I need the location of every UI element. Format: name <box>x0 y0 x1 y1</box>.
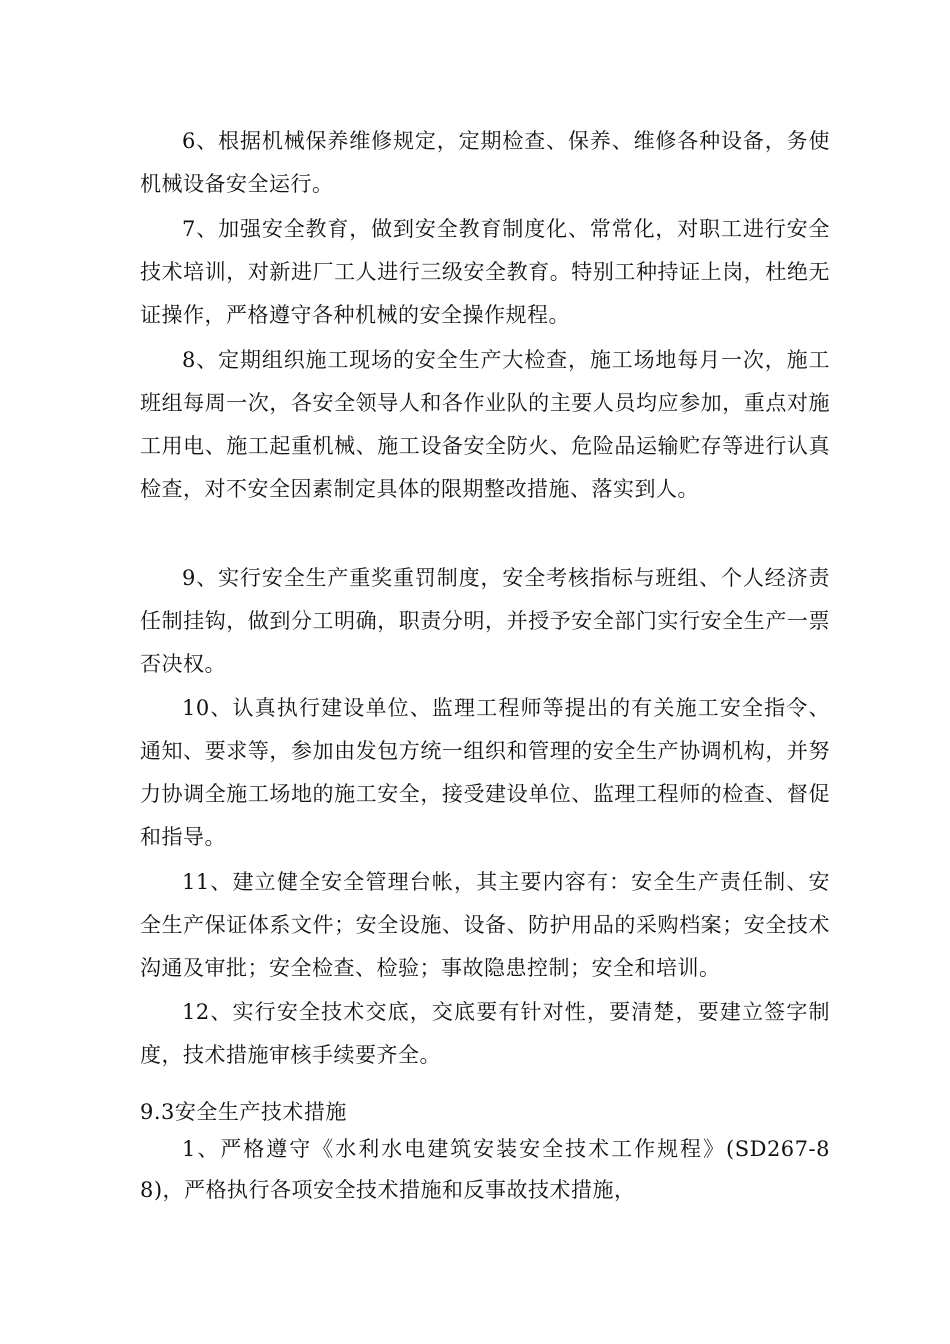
paragraph-item-6: 6、根据机械保养维修规定，定期检查、保养、维修各种设备，务使机械设备安全运行。 <box>140 129 830 196</box>
paragraph-item-10: 10、认真执行建设单位、监理工程师等提出的有关施工安全指令、通知、要求等，参加由发包方统一组织和管理的安全生产协调机构，并努力协调全施工场地的施工安全，接受建设单位、监理工程师的检查、督促和指导。 <box>140 696 830 849</box>
paragraph-item-12: 12、实行安全技术交底，交底要有针对性，要清楚，要建立签字制度，技术措施审核手续要齐全。 <box>140 1000 830 1067</box>
paragraph-item-11: 11、建立健全安全管理台帐，其主要内容有：安全生产责任制、安全生产保证体系文件；安全设施、设备、防护用品的采购档案；安全技术沟通及审批；安全检查、检验；事故隐患控制；安全和培训。 <box>140 870 830 980</box>
paragraph-item-8: 8、定期组织施工现场的安全生产大检查，施工场地每月一次，施工班组每周一次，各安全领导人和各作业队的主要人员均应参加，重点对施工用电、施工起重机械、施工设备安全防火、危险品运输贮存等进行认真检查，对不安全因素制定具体的限期整改措施、落实到人。 <box>140 348 830 501</box>
paragraph-item-9: 9、实行安全生产重奖重罚制度，安全考核指标与班组、个人经济责任制挂钩，做到分工明确，职责分明，并授予安全部门实行安全生产一票否决权。 <box>140 566 830 676</box>
section-heading: 9.3安全生产技术措施 <box>140 1100 347 1124</box>
paragraph-item-7: 7、加强安全教育，做到安全教育制度化、常常化，对职工进行安全技术培训，对新进厂工人进行三级安全教育。特别工种持证上岗，杜绝无证操作，严格遵守各种机械的安全操作规程。 <box>140 217 830 327</box>
section-paragraph-1: 1、严格遵守《水利水电建筑安装安全技术工作规程》(SD267-88)，严格执行各项安全技术措施和反事故技术措施， <box>140 1137 830 1202</box>
